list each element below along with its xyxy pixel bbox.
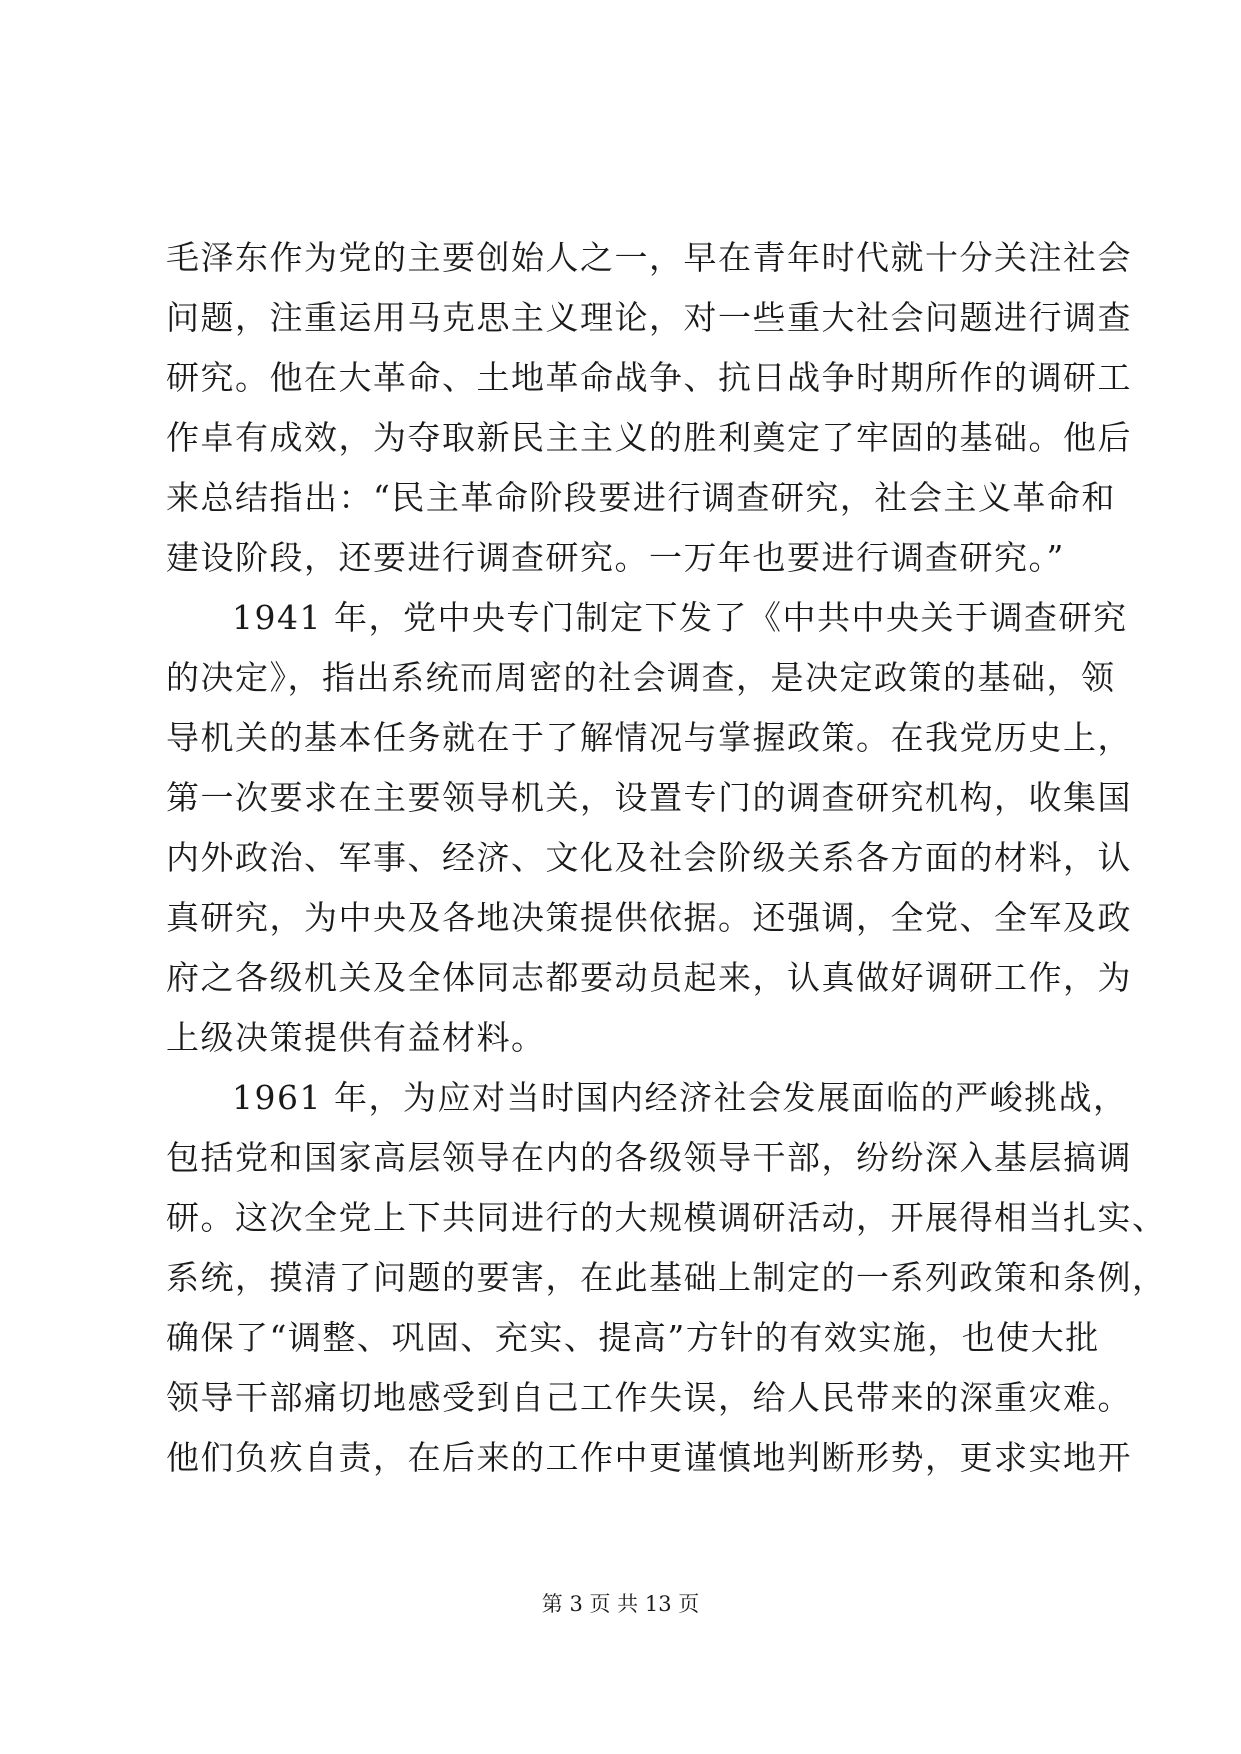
paragraph-3-line-7: 他们负疚自责，在后来的工作中更谨慎地判断形势，更求实地开 — [166, 1438, 1132, 1477]
paragraph-2-line-5: 内外政治、军事、经济、文化及社会阶级关系各方面的材料，认 — [166, 838, 1132, 877]
paragraph-3-line-5: 确保了“调整、巩固、充实、提高”方针的有效实施，也使大批 — [166, 1318, 1100, 1357]
paragraph-2-line-1: 1941 年，党中央专门制定下发了《中共中央关于调查研究 — [232, 598, 1128, 637]
paragraph-2-line-3: 导机关的基本任务就在于了解情况与掌握政策。在我党历史上， — [166, 718, 1132, 757]
paragraph-2-line-6: 真研究，为中央及各地决策提供依据。还强调，全党、全军及政 — [166, 898, 1132, 937]
paragraph-1-line-2: 问题，注重运用马克思主义理论，对一些重大社会问题进行调查 — [166, 298, 1132, 337]
body-text — [166, 228, 1167, 1488]
paragraph-1-line-5: 来总结指出：“民主革命阶段要进行调查研究，社会主义革命和 — [166, 478, 1116, 517]
paragraph-1-line-1: 毛泽东作为党的主要创始人之一，早在青年时代就十分关注社会 — [166, 238, 1132, 277]
paragraph-1-line-3: 研究。他在大革命、土地革命战争、抗日战争时期所作的调研工 — [166, 358, 1132, 397]
paragraph-3-line-3: 研。这次全党上下共同进行的大规模调研活动，开展得相当扎实、 — [166, 1198, 1167, 1237]
paragraph-2-line-4: 第一次要求在主要领导机关，设置专门的调查研究机构，收集国 — [166, 778, 1132, 817]
paragraph-3-line-4: 系统，摸清了问题的要害，在此基础上制定的一系列政策和条例， — [166, 1258, 1167, 1297]
paragraph-1-line-6: 建设阶段，还要进行调查研究。一万年也要进行调查研究。” — [166, 538, 1065, 577]
paragraph-2-line-7: 府之各级机关及全体同志都要动员起来，认真做好调研工作，为 — [166, 958, 1132, 997]
paragraph-1-line-4: 作卓有成效，为夺取新民主主义的胜利奠定了牢固的基础。他后 — [166, 418, 1132, 457]
paragraph-3-line-2: 包括党和国家高层领导在内的各级领导干部，纷纷深入基层搞调 — [166, 1138, 1132, 1177]
paragraph-2-line-8: 上级决策提供有益材料。 — [166, 1018, 546, 1057]
paragraph-3-line-1: 1961 年，为应对当时国内经济社会发展面临的严峻挑战， — [232, 1078, 1128, 1117]
page-number-footer: 第 3 页 共 13 页 — [541, 1592, 700, 1616]
paragraph-2-line-2: 的决定》，指出系统而周密的社会调查，是决定政策的基础，领 — [166, 658, 1116, 697]
paragraph-3-line-6: 领导干部痛切地感受到自己工作失误，给人民带来的深重灾难。 — [166, 1378, 1132, 1417]
